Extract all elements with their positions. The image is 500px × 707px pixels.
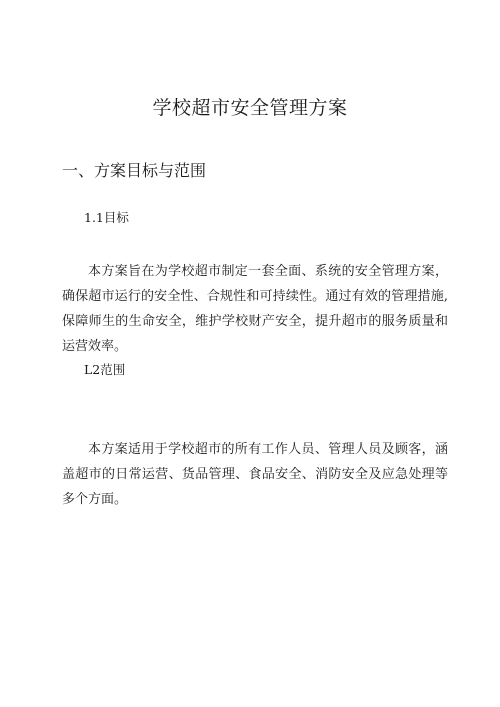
- section-heading-goals-scope: 一、方案目标与范围: [62, 161, 207, 180]
- goals-paragraph: 本方案旨在为学校超市制定一套全面、系统的安全管理方案，确保超市运行的安全性、合规性和可持续性。通过有效的管理措施,保障师生的生命安全，维护学校财产安全，提升超市的服务质量和运营效率。: [62, 264, 448, 354]
- subsection-heading-scope: L2范围: [84, 362, 126, 377]
- subsection-heading-goals: 1.1目标: [84, 210, 129, 225]
- scope-paragraph: 本方案适用于学校超市的所有工作人员、管理人员及顾客，涵盖超市的日常运营、货品管理、食品安全、消防安全及应急处理等多个方面。: [62, 442, 448, 507]
- document-title: 学校超市安全管理方案: [152, 97, 348, 119]
